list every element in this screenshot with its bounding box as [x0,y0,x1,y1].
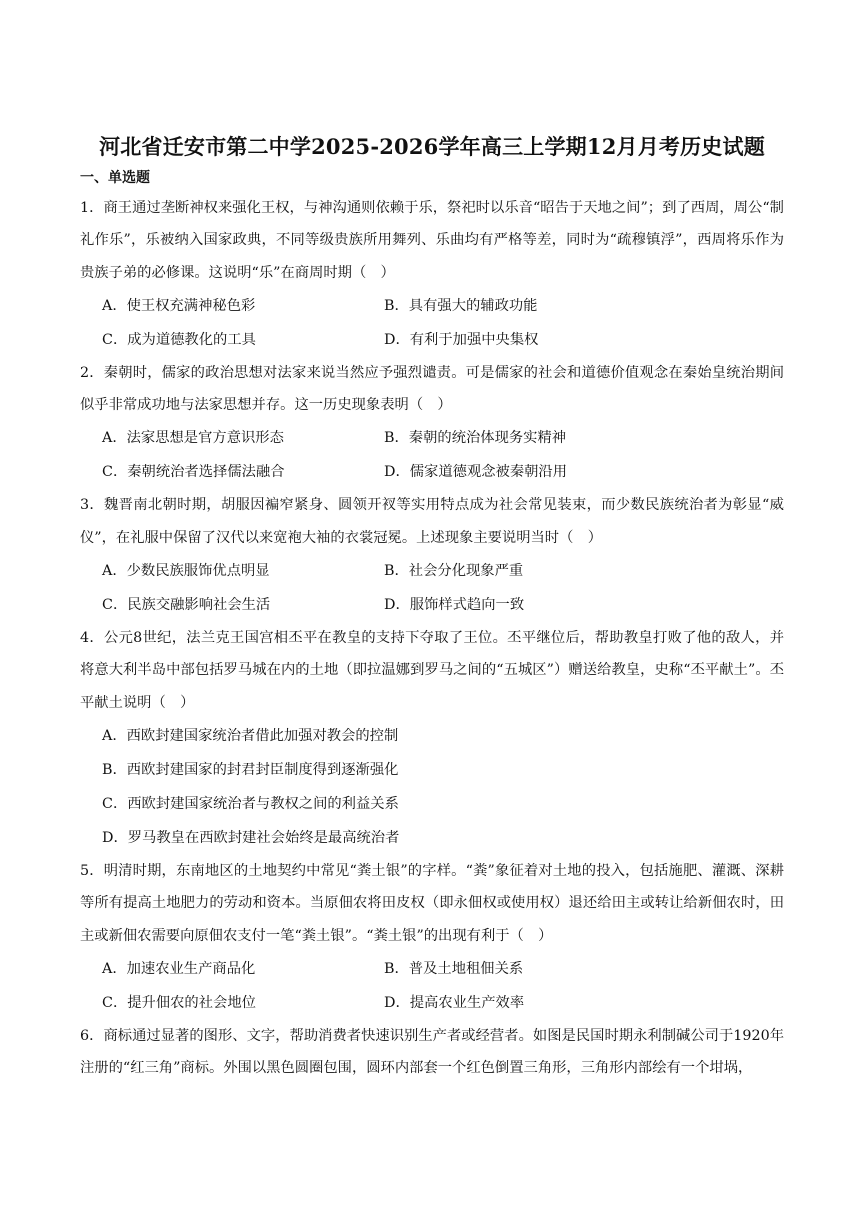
option-c: C．成为道德教化的工具 [102,331,256,348]
question-4 [80,622,784,855]
question-number: 2． [80,364,104,381]
question-number: 6． [80,1027,104,1044]
option-c: C．民族交融影响社会生活 [102,597,271,614]
option-c: C．秦朝统治者选择儒法融合 [102,464,285,481]
option-b: B．具有强大的辅政功能 [384,297,538,314]
question-stem [80,622,784,719]
question-stem [80,489,784,554]
options [80,719,784,855]
option-a: A．加速农业生产商品化 [102,960,256,977]
question-2 [80,357,784,490]
option-b: B．社会分化现象严重 [384,563,524,580]
option-d: D．罗马教皇在西欧封建社会始终是最高统治者 [102,829,400,846]
option-a: A．少数民族服饰优点明显 [102,563,270,580]
question-text: 商王通过垄断神权来强化王权，与神沟通则依赖于乐，祭祀时以乐音“昭告于天地之间”；到了西周，周公“制礼作乐”，乐被纳入国家政典，不同等级贵族所用舞列、乐曲均有严格等差，同时为“疏穆镇浮”，西周将乐作为贵族子弟的必修课。这说明“乐”在商周时期（ ） [80,200,784,281]
question-stem [80,1020,784,1085]
question-5 [80,855,784,1020]
question-number: 3． [80,497,105,514]
option-d: D．服饰样式趋向一致 [384,597,525,614]
document-title: 河北省迁安市第二中学2025-2026学年高三上学期12月月考历史试题 [99,134,765,159]
option-a: A．使王权充满神秘色彩 [102,297,256,314]
option-b: B．普及土地租佃关系 [384,960,524,977]
option-b: B．西欧封建国家的封君封臣制度得到逐渐强化 [102,761,399,778]
question-stem [80,855,784,952]
options [80,554,784,622]
option-c: C．提升佃农的社会地位 [102,994,256,1011]
section-heading: 一、单选题 [80,170,150,186]
question-number: 5． [80,862,104,879]
option-d: D．提高农业生产效率 [384,994,525,1011]
question-number: 4． [80,630,104,647]
question-text: 公元8世纪，法兰克王国宫相丕平在教皇的支持下夺取了王位。丕平继位后，帮助教皇打败了他的敌人，并将意大利半岛中部包括罗马城在内的土地（即拉温娜到罗马之间的“五城区”）赠送给教皇，史称“丕平献土”。丕平献土说明（ ） [80,630,784,711]
question-text: 商标通过显著的图形、文字，帮助消费者快速识别生产者或经营者。如图是民国时期永利制碱公司于1920年注册的“红三角”商标。外围以黑色圆圈包围，圆环内部套一个红色倒置三角形，三角形内部绘有一个坩埚， [80,1027,784,1077]
options [80,952,784,1020]
option-d: D．有利于加强中央集权 [384,331,539,348]
options [80,289,784,357]
options [80,421,784,489]
question-text: 明清时期，东南地区的土地契约中常见“粪土银”的字样。“粪”象征着对土地的投入，包括施肥、灌溉、深耕等所有提高土地肥力的劳动和资本。当原佃农将田皮权（即永佃权或使用权）退还给田主或转让给新佃农时，田主或新佃农需要向原佃农支付一笔“粪土银”。“粪土银”的出现有利于（ ） [80,862,784,944]
question-number: 1． [80,200,104,216]
option-a: A．西欧封建国家统治者借此加强对教会的控制 [102,727,399,744]
question-6 [80,1020,784,1085]
option-a: A．法家思想是官方意识形态 [102,430,284,447]
option-b: B．秦朝的统治体现务实精神 [384,430,567,447]
question-stem [80,192,784,289]
question-1 [80,192,784,357]
question-3 [80,489,784,622]
question-text: 秦朝时，儒家的政治思想对法家来说当然应予强烈谴责。可是儒家的社会和道德价值观念在秦始皇统治期间似乎非常成功地与法家思想并存。这一历史现象表明（ ） [80,364,784,414]
question-stem [80,357,784,422]
option-d: D．儒家道德观念被秦朝沿用 [384,464,568,481]
question-text: 魏晋南北朝时期，胡服因褊窄紧身、圆领开衩等实用特点成为社会常见装束，而少数民族统治者为彰显“威仪”，在礼服中保留了汉代以来宽袍大袖的衣裳冠冕。上述现象主要说明当时（ ） [80,497,784,546]
option-c: C．西欧封建国家统治者与教权之间的利益关系 [102,795,399,812]
